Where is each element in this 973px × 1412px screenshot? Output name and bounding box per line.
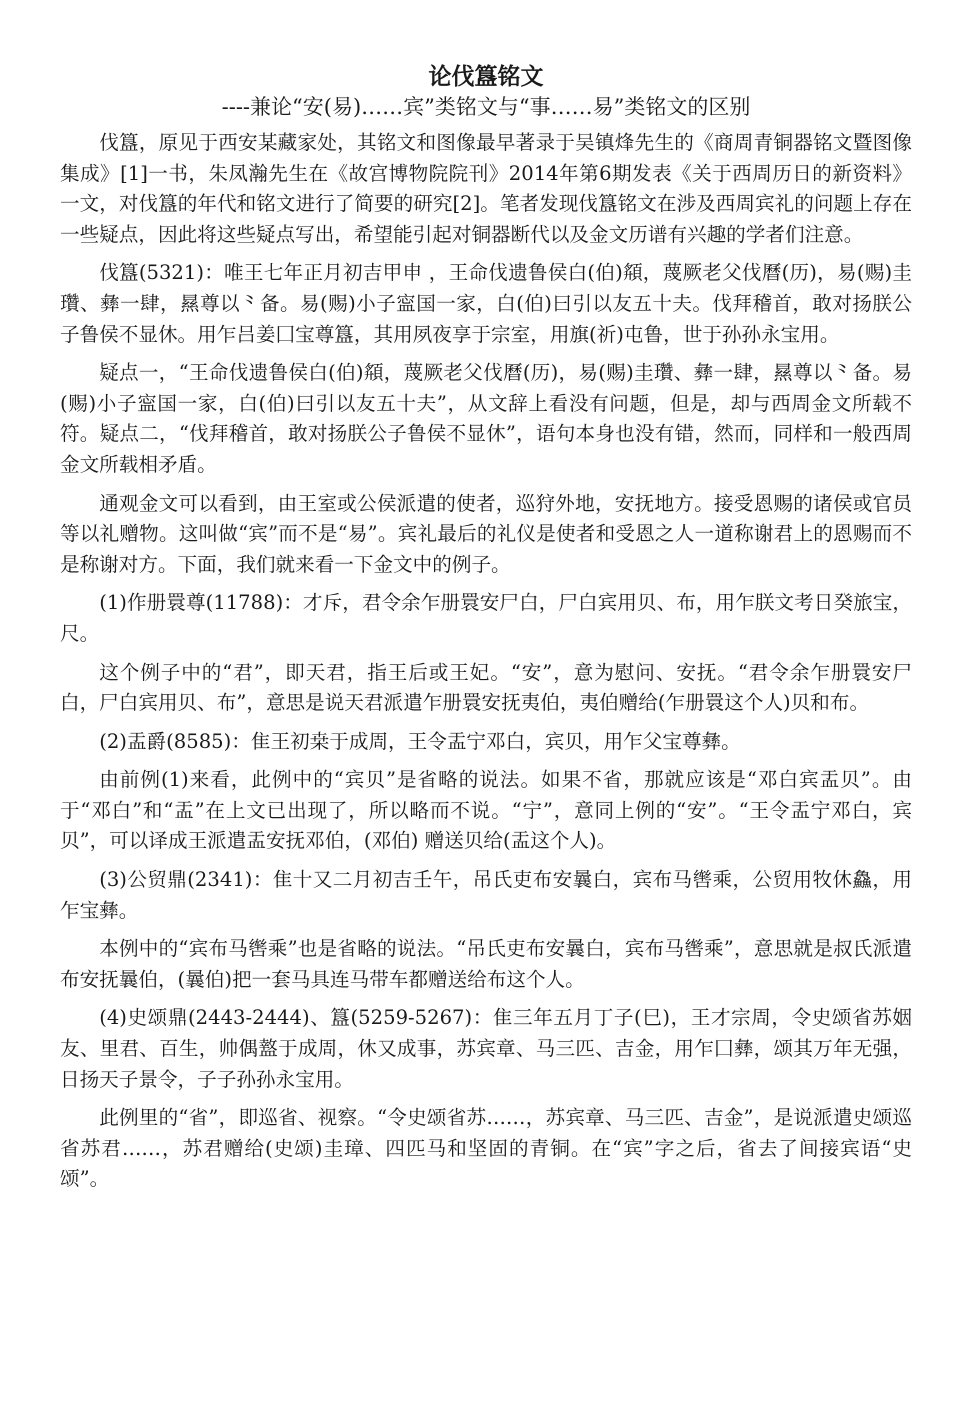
paragraph-doubts: 疑点一，“王命伐遗鲁侯白(伯)頯，蔑厥老父伐曆(历)，易(赐)圭瓚、彝一肆，㬎尊以⺀备。易(赐)小子寍国一家，白(伯)曰引以友五十夫”，从文辞上看没有问题，但是，却与西周金文所载不符。疑点二，“伐拜稽首，敢对扬朕公子鲁侯不显休”，语句本身也没有错，然而，同样和一般西周金文所载相矛盾。 xyxy=(60,361,912,476)
paragraph-example-3-note: 本例中的“宾布马辔乘”也是省略的说法。“吊氏吏布安曩白，宾布马辔乘”，意思就是叔氏派遣布安抚曩伯，(曩伯)把一套马具连马带车都赠送给布这个人。 xyxy=(60,937,912,991)
paragraph-example-2: (2)盂爵(8585)：隹王初桒于成周，王令盂宁邓白，宾贝，用乍父宝尊彝。 xyxy=(99,729,741,753)
document-subtitle: ----兼论“安(易)……宾”类铭文与“事……易”类铭文的区别 xyxy=(221,95,751,119)
paragraph-example-2-note: 由前例(1)来看，此例中的“宾贝”是省略的说法。如果不省，那就应该是“邓白宾盂贝”。由于“邓白”和“盂”在上文已出现了，所以略而不说。“宁”，意同上例的“安”。“王令盂宁邓白，宾贝”，可以译成王派遣盂安抚邓伯，(邓伯) 赠送贝给(盂这个人)。 xyxy=(60,768,912,853)
paragraph-overview: 通观金文可以看到，由王室或公侯派遣的使者，巡狩外地，安抚地方。接受恩赐的诸侯或官员等以礼赠物。这叫做“宾”而不是“易”。宾礼最后的礼仪是使者和受恩之人一道称谢君上的恩赐而不是称谢对方。下面，我们就来看一下金文中的例子。 xyxy=(60,491,912,576)
paragraph-intro: 伐簋，原见于西安某藏家处，其铭文和图像最早著录于吴镇烽先生的《商周青铜器铭文暨图像集成》[1]一书，朱凤瀚先生在《故宫博物院院刊》2014年第6期发表《关于西周历日的新资料》一文，对伐簋的年代和铭文进行了简要的研究[2]。笔者发现伐簋铭文在涉及西周宾礼的问题上存在一些疑点，因此将这些疑点写出，希望能引起对铜器断代以及金文历谱有兴趣的学者们注意。 xyxy=(60,131,912,246)
document-page xyxy=(60,56,912,1203)
document-title: 论伐簋铭文 xyxy=(428,63,544,90)
paragraph-example-3: (3)公贸鼎(2341)：隹十又二月初吉壬午，吊氏吏布安曩白，宾布马辔乘，公贸用牧休鱻，用乍宝彝。 xyxy=(60,868,912,922)
paragraph-example-1: (1)作册睘尊(11788)：才斥，君令余乍册睘安尸白，尸白宾用贝、布，用乍朕文考日癸旅宝，尺。 xyxy=(60,591,912,645)
paragraph-inscription: 伐簋(5321)：唯王七年正月初吉甲申 ，王命伐遗鲁侯白(伯)頯，蔑厥老父伐曆(历)，易(赐)圭瓚、彝一肆，㬎尊以⺀备。易(赐)小子寍国一家，白(伯)曰引以友五十夫。伐拜稽首，敢对扬朕公子鲁侯不显休。用乍吕姜囗宝尊簋，其用夙夜享于宗室，用旗(祈)屯鲁，世于孙孙永宝用。 xyxy=(60,261,912,346)
paragraph-example-4-note: 此例里的“省”，即巡省、视察。“令史颂省苏……，苏宾章、马三匹、吉金”，是说派遣史颂巡省苏君……，苏君赠给(史颂)圭璋、四匹马和坚固的青铜。在“宾”字之后，省去了间接宾语“史颂”。 xyxy=(60,1106,912,1191)
paragraph-example-1-note: 这个例子中的“君”，即天君，指王后或王妃。“安”，意为慰问、安抚。“君令余乍册睘安尸白，尸白宾用贝、布”，意思是说天君派遣乍册睘安抚夷伯，夷伯赠给(乍册睘这个人)贝和布。 xyxy=(60,660,912,715)
paragraph-example-4: (4)史颂鼎(2443-2444)、簋(5259-5267)：隹三年五月丁子(巳)，王才宗周，令史颂省苏姻友、里君、百生，帅偶盩于成周，休又成事，苏宾章、马三匹、吉金，用乍囗彝，颂其万年无强，日扬天子景令，子子孙孙永宝用。 xyxy=(60,1006,912,1091)
